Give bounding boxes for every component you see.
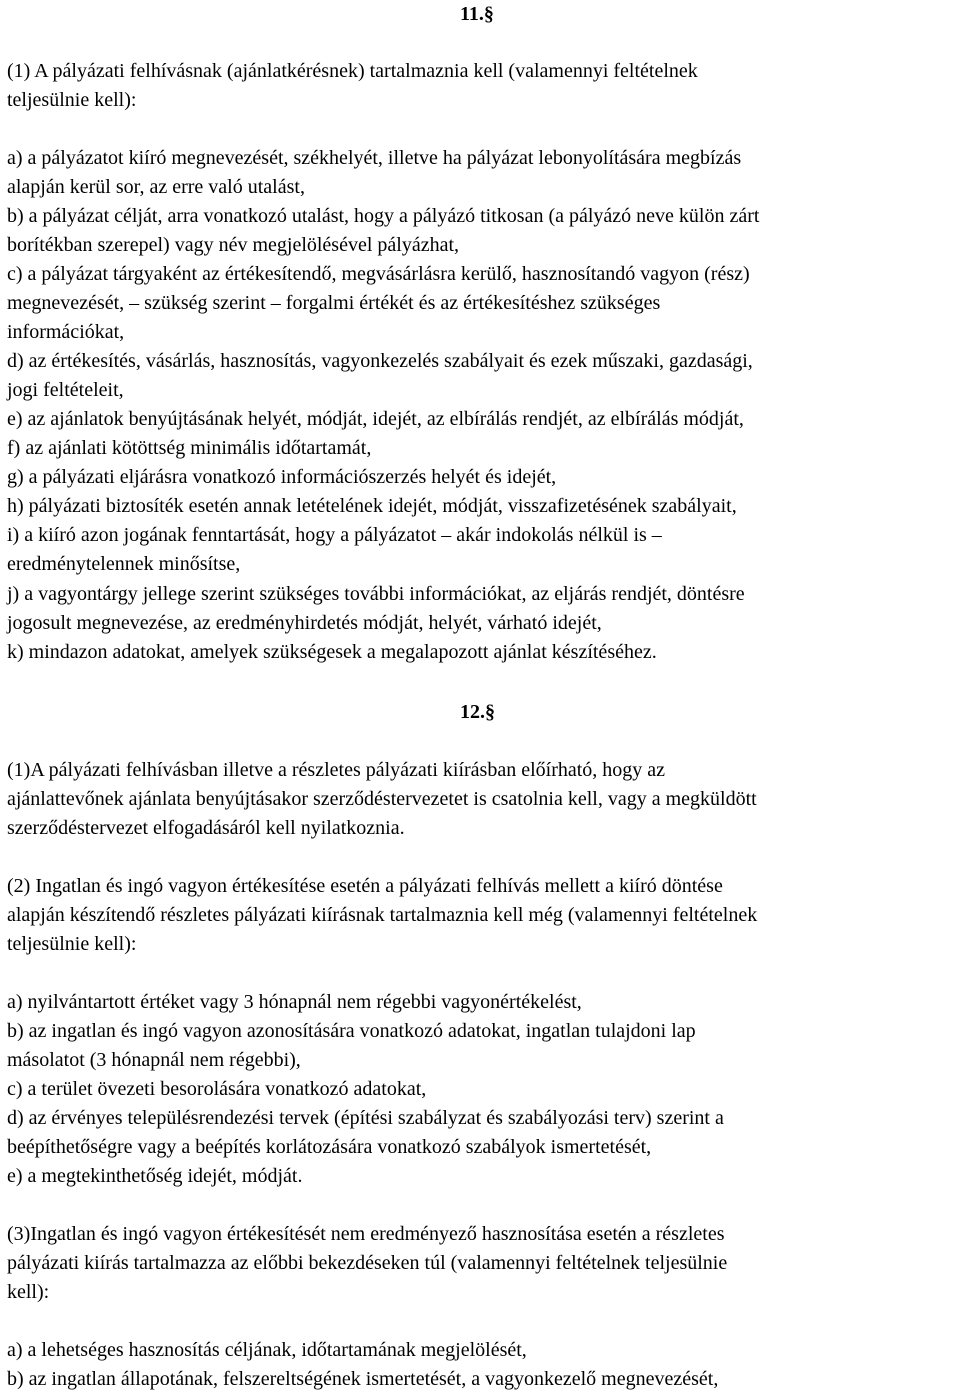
list-item-line: b) a pályázat célját, arra vonatkozó utalást, hogy a pályázó titkosan (a pályázó neve külön zárt: [7, 205, 760, 227]
list-item-line: b) az ingatlan és ingó vagyon azonosítására vonatkozó adatokat, ingatlan tulajdoni lap: [7, 1020, 696, 1042]
list-item-line: jogosult megnevezése, az eredményhirdetés módját, helyét, várható idejét,: [7, 612, 602, 634]
list-item-line: alapján kerül sor, az erre való utalást,: [7, 176, 305, 198]
list-item-line: e) a megtekinthetőség idejét, módját.: [7, 1165, 303, 1187]
list-item-line: jogi feltételeit,: [7, 379, 124, 401]
list-item-line: másolatot (3 hónapnál nem régebbi),: [7, 1049, 301, 1071]
list-item-line: k) mindazon adatokat, amelyek szükségesek a megalapozott ajánlat készítéséhez.: [7, 641, 657, 663]
paragraph-line: (1)A pályázati felhívásban illetve a részletes pályázati kiírásban előírható, hogy az: [7, 759, 666, 781]
list-item-line: i) a kiíró azon jogának fenntartását, hogy a pályázatot – akár indokolás nélkül is –: [7, 524, 662, 546]
list-item-line: d) az érvényes településrendezési tervek (építési szabályzat és szabályozási terv) szerint a: [7, 1107, 724, 1129]
paragraph-line: pályázati kiírás tartalmazza az előbbi bekezdéseken túl (valamennyi feltételnek teljesülnie: [7, 1252, 728, 1274]
list-item-line: e) az ajánlatok benyújtásának helyét, módját, idejét, az elbírálás rendjét, az elbírálás módját,: [7, 408, 744, 430]
paragraph-line: (1) A pályázati felhívásnak (ajánlatkérésnek) tartalmaznia kell (valamennyi feltételnek: [7, 60, 698, 82]
paragraph-line: teljesülnie kell):: [7, 89, 137, 111]
paragraph-line: teljesülnie kell):: [7, 933, 137, 955]
section-12-heading: 12.§: [460, 701, 495, 723]
paragraph-line: (3)Ingatlan és ingó vagyon értékesítését nem eredményező hasznosítása esetén a részletes: [7, 1223, 725, 1245]
list-item-line: a) nyilvántartott értéket vagy 3 hónapnál nem régebbi vagyonértékelést,: [7, 991, 582, 1013]
list-item-line: a) a lehetséges hasznosítás céljának, időtartamának megjelölését,: [7, 1339, 527, 1361]
paragraph-line: ajánlattevőnek ajánlata benyújtásakor szerződéstervezetet is csatolnia kell, vagy a megküldött: [7, 788, 757, 810]
list-item-line: c) a terület övezeti besorolására vonatkozó adatokat,: [7, 1078, 427, 1100]
list-item-line: c) a pályázat tárgyaként az értékesítendő, megvásárlásra kerülő, hasznosítandó vagyon (rész): [7, 263, 750, 285]
paragraph-line: alapján készítendő részletes pályázati kiírásnak tartalmaznia kell még (valamennyi feltételnek: [7, 904, 758, 926]
list-item-line: j) a vagyontárgy jellege szerint szükséges további információkat, az eljárás rendjét, döntésre: [7, 583, 745, 605]
list-item-line: eredménytelennek minősítse,: [7, 553, 241, 575]
list-item-line: h) pályázati biztosíték esetén annak letételének idejét, módját, visszafizetésének szabályait,: [7, 495, 737, 517]
paragraph-line: szerződéstervezet elfogadásáról kell nyilatkoznia.: [7, 817, 405, 839]
list-item-line: f) az ajánlati kötöttség minimális időtartamát,: [7, 437, 372, 459]
list-item-line: információkat,: [7, 321, 125, 343]
list-item-line: b) az ingatlan állapotának, felszereltségének ismertetését, a vagyonkezelő megnevezését,: [7, 1368, 719, 1390]
paragraph-line: (2) Ingatlan és ingó vagyon értékesítése esetén a pályázati felhívás mellett a kiíró döntése: [7, 875, 723, 897]
list-item-line: a) a pályázatot kiíró megnevezését, székhelyét, illetve ha pályázat lebonyolítására megbízás: [7, 147, 742, 169]
list-item-line: d) az értékesítés, vásárlás, hasznosítás, vagyonkezelés szabályait és ezek műszaki, gazdasági,: [7, 350, 753, 372]
list-item-line: borítékban szerepel) vagy név megjelölésével pályázhat,: [7, 234, 460, 256]
list-item-line: beépíthetőségre vagy a beépítés korlátozására vonatkozó szabályok ismertetését,: [7, 1136, 652, 1158]
paragraph-line: kell):: [7, 1281, 50, 1303]
list-item-line: megnevezését, – szükség szerint – forgalmi értékét és az értékesítéshez szükséges: [7, 292, 661, 314]
section-11-heading: 11.§: [460, 3, 494, 25]
list-item-line: g) a pályázati eljárásra vonatkozó információszerzés helyét és idejét,: [7, 466, 557, 488]
